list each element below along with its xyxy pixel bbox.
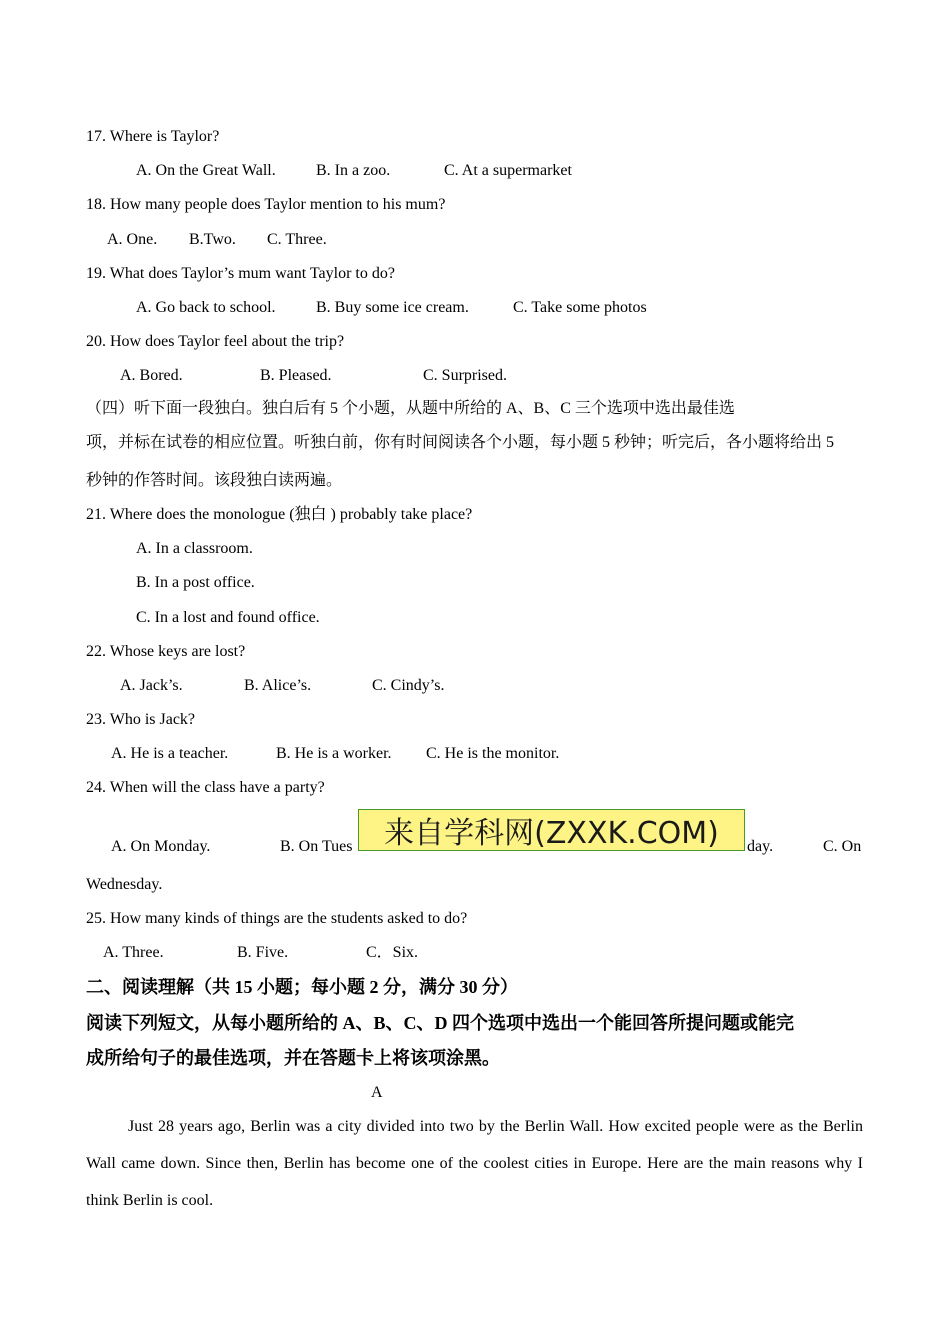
- part-2-instruction-line-2: 成所给句子的最佳选项，并在答题卡上将该项涂黑。: [86, 1048, 500, 1068]
- watermark-banner: 来自学科网(ZXXK.COM): [358, 809, 745, 851]
- q24-option-c-continued: Wednesday.: [86, 876, 163, 893]
- question-18: 18. How many people does Taylor mention to his mum?: [86, 196, 446, 213]
- q25-option-a: A. Three.: [103, 944, 164, 961]
- q25-option-c: C．Six.: [366, 944, 419, 961]
- question-19: 19. What does Taylor’s mum want Taylor to do?: [86, 265, 395, 282]
- q23-option-a: A. He is a teacher.: [111, 745, 229, 762]
- passage-body: Just 28 years ago, Berlin was a city divided into two by the Berlin Wall. How excited people were as the Berlin Wall came down. Since then, Berlin has become one of the coolest cities in Europe. Here are the main reasons why I think Berlin is cool.: [86, 1118, 863, 1209]
- q24-option-b: B. On Tues: [280, 838, 353, 855]
- q23-option-c: C. He is the monitor.: [426, 745, 560, 762]
- part-2-heading: 二、阅读理解（共 15 小题；每小题 2 分，满分 30 分）: [86, 977, 518, 997]
- q24-option-b-tail: day.: [747, 838, 774, 855]
- q22-option-a: A. Jack’s.: [120, 677, 183, 694]
- q18-option-c: C. Three.: [267, 231, 327, 248]
- q20-option-c: C. Surprised.: [423, 367, 507, 384]
- question-20: 20. How does Taylor feel about the trip?: [86, 333, 345, 350]
- question-25: 25. How many kinds of things are the students asked to do?: [86, 910, 468, 927]
- q21-option-b: B. In a post office.: [136, 574, 255, 591]
- question-23: 23. Who is Jack?: [86, 711, 196, 728]
- q19-option-b: B. Buy some ice cream.: [316, 299, 469, 316]
- part-2-instruction-line-1: 阅读下列短文，从每小题所给的 A、B、C、D 四个选项中选出一个能回答所提问题或能完: [86, 1013, 794, 1033]
- q21-option-c: C. In a lost and found office.: [136, 609, 320, 626]
- q18-option-a: A. One.: [107, 231, 158, 248]
- q22-option-b: B. Alice’s.: [244, 677, 312, 694]
- q21-option-a: A. In a classroom.: [136, 540, 253, 557]
- q19-option-a: A. Go back to school.: [136, 299, 276, 316]
- passage-label: A: [371, 1084, 383, 1101]
- q20-option-b: B. Pleased.: [260, 367, 332, 384]
- q22-option-c: C. Cindy’s.: [372, 677, 445, 694]
- question-21: 21. Where does the monologue (独白 ) probably take place?: [86, 506, 473, 523]
- q24-option-c: C. On: [823, 838, 862, 855]
- question-17: 17. Where is Taylor?: [86, 128, 220, 145]
- q17-option-c: C. At a supermarket: [444, 162, 572, 179]
- q23-option-b: B. He is a worker.: [276, 745, 392, 762]
- q17-option-a: A. On the Great Wall.: [136, 162, 276, 179]
- q20-option-a: A. Bored.: [120, 367, 183, 384]
- section-4-instruction-line-3: 秒钟的作答时间。该段独白读两遍。: [86, 472, 343, 489]
- section-4-instruction-line-2: 项，并标在试卷的相应位置。听独白前，你有时间阅读各个小题，每小题 5 秒钟；听完后，各小题将给出 5: [86, 434, 835, 451]
- passage-text: [86, 1108, 863, 1219]
- q24-option-a: A. On Monday.: [111, 838, 211, 855]
- q17-option-b: B. In a zoo.: [316, 162, 391, 179]
- q18-option-b: B.Two.: [189, 231, 236, 248]
- section-4-instruction-line-1: （四）听下面一段独白。独白后有 5 个小题，从题中所给的 A、B、C 三个选项中选出最佳选: [86, 400, 735, 417]
- question-24: 24. When will the class have a party?: [86, 779, 325, 796]
- q25-option-b: B. Five.: [237, 944, 289, 961]
- q19-option-c: C. Take some photos: [513, 299, 647, 316]
- question-22: 22. Whose keys are lost?: [86, 643, 246, 660]
